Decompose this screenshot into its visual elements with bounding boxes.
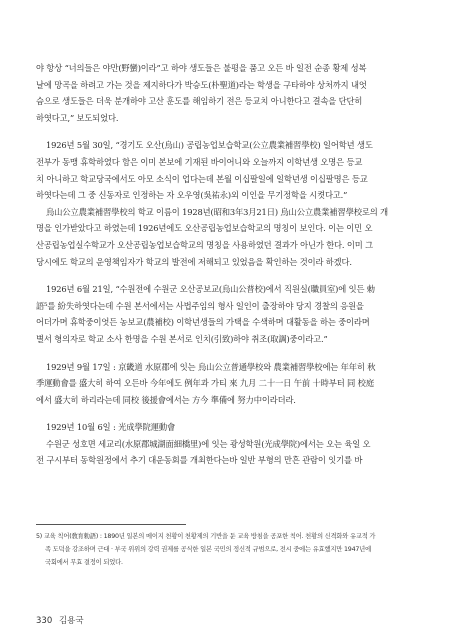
text-line: 語⁵를 紛失하엿다는데 수원 본서에서는 사법주임의 형사 일인이 출장하야 당지 경찰의 응원을	[36, 300, 364, 311]
text-line: 치 아니하고 학교당국에서도 아모 소식이 업다는데 본월 이십팔일에 일학년생 이십팔명은 등교	[36, 173, 368, 184]
text-line: 하엿다고,” 보도되었다.	[36, 112, 119, 123]
text-line: 1929년 9월 17일 : 京畿道 水原郡에 잇는 烏山公立普通學校와 農業補習學校에는 年年히 秋	[46, 361, 376, 372]
text-line: 전부가 동맹 휴학하였다 함은 이미 본보에 기재된 바이어니와 오늘까지 이학년생 오명은 등교	[36, 156, 363, 167]
paragraph-3	[36, 281, 438, 347]
text-line: 전 구시부터 동학원정에서 추기 대운동회를 개최한다는바 일반 부형의 만흔 관람이 잇기를 바	[36, 455, 363, 466]
text-line: 1926년 6월 21일, “수원전에 수원군 오산공보교(烏山公普校)에서 직원실(職員室)에 잇든 勅	[46, 284, 375, 295]
footnote-line: 5) 교육 칙어(敎育勅語) : 1890년 일본의 메이지 천황이 천황제의 기반을 둔 교육 방침을 공포한 칙어. 천황의 신격화와 유교적 가	[36, 533, 376, 540]
text-line: 烏山公立農業補習學校의 학교 이름이 1928년(昭和3年3月21日) 烏山公立農業補習學校로의 개	[46, 206, 388, 217]
text-line: 별서 형의자로 학교 소사 한명을 수원 본서로 인치(引致)하야 취조(取調)중이라고.”	[36, 333, 328, 344]
paragraph-4	[36, 359, 438, 409]
author-name: 김용국	[58, 616, 84, 626]
text-line: 수원군 성호면 세교리(水原郡城湖面細橋里)에 잇는 광성학원(光成學院)에서는 오는 육일 오	[46, 438, 371, 449]
footnote-divider	[36, 524, 186, 525]
text-line: 야 항상 “너의들은 야만(野蠻)이라”고 하야 생도들은 불평을 품고 오든 바 일전 순종 황제 성복	[36, 63, 367, 73]
footnote	[36, 530, 438, 569]
text-line: 하엿다는데 그 중 신동자로 인정하는 자 오우영(吳祐永)외 이인을 무기정학을 시켯다고.”	[36, 190, 348, 201]
text-line: 날에 망곡을 하려고 가는 것을 제지하다가 박승도(朴聖道)라는 학생을 구타하야 상처까지 내엇	[36, 79, 367, 90]
text-line: 1929년 10월 6일 : 光成學院運動會	[46, 422, 176, 433]
page-number: 330	[36, 616, 53, 626]
body-text	[36, 60, 438, 469]
paragraph-1	[36, 60, 438, 126]
text-line: 季運動會를 盛大히 하여 오든바 今年에도 例年과 가티 來 九月 二十一日 午前 十時부터 同 校庭	[36, 378, 374, 389]
text-line: 산공립농업실수학교가 오산공립농업보습학교의 명칭을 사용하였던 결과가 아닌가 한다. 이미 그	[36, 239, 373, 250]
text-line: 1926년 5월 30일, “경기도 오산(烏山) 공립농업보습학교(公立農業補習學校) 일어학년 생도	[46, 140, 373, 151]
text-line: 슴으로 생도들은 더욱 분개하야 고산 훈도를 해임하기 전은 등교치 아니한다고 결속을 단단히	[36, 96, 363, 107]
footnote-line: 국회에서 무효 결정이 되었다.	[45, 559, 123, 566]
page-footer	[36, 614, 84, 626]
paragraph-2	[36, 137, 438, 270]
text-line: 에서 盛大히 하리라는데 同校 後援會에서는 方今 準備에 努力中이라더라.	[36, 394, 296, 405]
paragraph-5	[36, 419, 438, 469]
text-line: 어더가며 휴학중이엇든 농보교(農補校) 이학년생들의 가택을 수색하며 대활동을 하는 중이라며	[36, 317, 370, 328]
footnote-line: 족 도덕을 강조하며 근대 · 부국 위위의 강력 권제를 공식한 일본 국민의 정신적 규범으로, 전시 중에는 유효했지만 1947년에	[45, 546, 371, 553]
text-line: 당시에도 학교의 운영책임자가 학교의 발전에 저해되고 있었음을 확인하는 것이라 하겠다.	[36, 256, 352, 267]
text-line: 명을 인가받았다고 하였는데 1926년에도 오산공립농업보습학교의 명칭이 보인다. 이는 이민 오	[36, 223, 373, 234]
